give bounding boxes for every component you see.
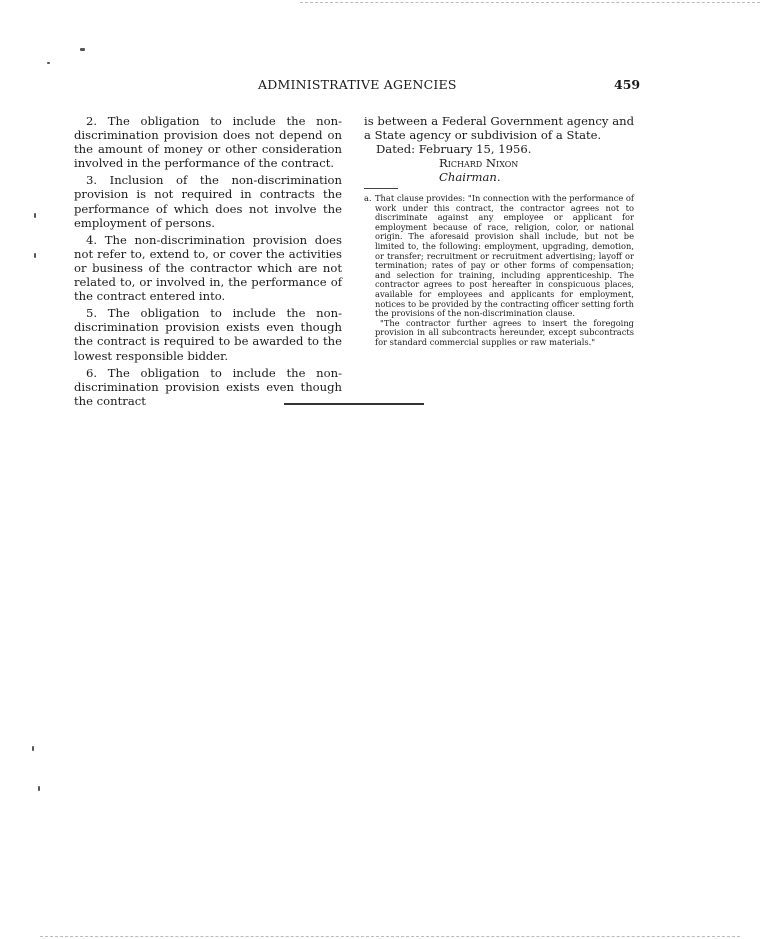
left-column <box>74 114 342 411</box>
footnote-continuation: "The contractor further agrees to insert the foregoing provision in all subcontracts hereunder, except subcontracts for standard commercial supplies or raw materials." <box>375 317 634 347</box>
footnote <box>364 194 634 348</box>
paragraph-continuation: is between a Federal Government agency and a State agency or subdivision of a State. <box>364 114 634 143</box>
scan-speck <box>80 48 85 51</box>
end-rule <box>284 403 424 405</box>
paragraph: 5. The obligation to include the non-discrimination provision exists even though the contract is required to be awarded to the lowest responsible bidder. <box>74 306 342 363</box>
scan-edge-top <box>300 2 760 3</box>
footnote-rule <box>364 188 398 189</box>
page-number: 459 <box>614 77 641 92</box>
signer-name: Richard Nixon <box>439 156 519 171</box>
signer-title: Chairman. <box>439 170 501 185</box>
scan-speck <box>47 62 50 64</box>
footnote-text: That clause provides: "In connection with the performance of work under this contract, the contractor agrees not to discriminate against any employee or applicant for employment because of race, religion, color, or national origin. The aforesaid provision shall include, but not be limited to, the following: employment, upgrading, demotion, or transfer; recruitment or recruitment advertising; layoff or termination; rates of pay or other forms of compensation; and selection for training, including apprenticeship. The contractor agrees to post hereafter in conspicuous places, available for employees and applicants for employment, notices to be provided by the contracting officer setting forth the provisions of the non-discrimination clause. <box>375 193 634 319</box>
paragraph: 3. Inclusion of the non-discrimination provision is not required in contracts the performance of which does not involve the employment of persons. <box>74 173 342 230</box>
date-line: Dated: February 15, 1956. <box>376 142 532 157</box>
scan-speck <box>34 253 36 258</box>
right-column <box>364 114 634 184</box>
scan-speck <box>38 786 40 791</box>
footnote-marker: a. <box>364 193 372 203</box>
paragraph: 2. The obligation to include the non-discrimination provision does not depend on the amount of money or other consideration involved in the performance of the contract. <box>74 114 342 171</box>
scan-speck <box>34 213 36 218</box>
running-title: ADMINISTRATIVE AGENCIES <box>258 77 457 92</box>
scan-speck <box>32 746 34 751</box>
scan-edge-bottom <box>40 936 740 937</box>
footnote-paragraph <box>364 194 634 319</box>
paragraph: 6. The obligation to include the non-discrimination provision exists even though the contract <box>74 365 342 408</box>
paragraph: 4. The non-discrimination provision does not refer to, extend to, or cover the activities or business of the contractor which are not related to, or involved in, the performance of the contract entered into. <box>74 232 342 304</box>
